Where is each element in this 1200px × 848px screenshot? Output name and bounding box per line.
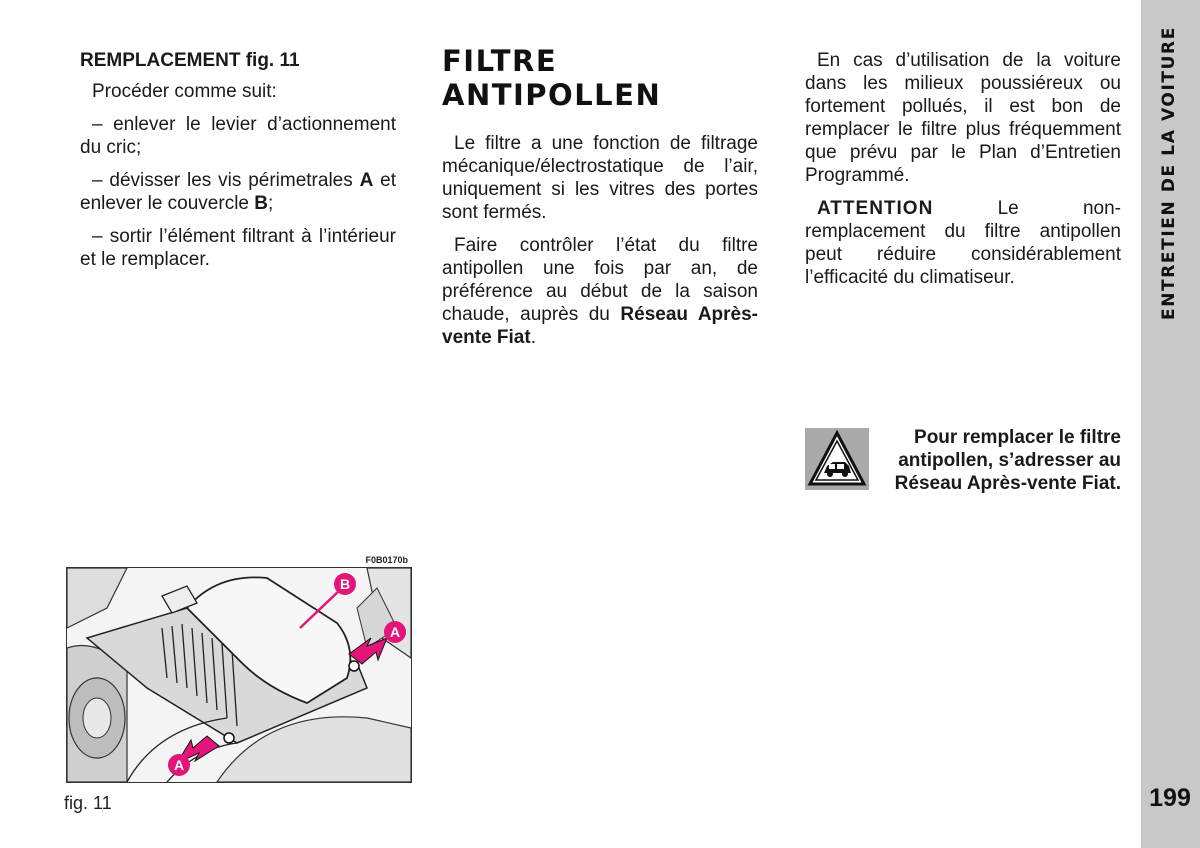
step-replace-filter: – sortir l’élément filtrant à l’intérieur et le remplacer.: [80, 226, 396, 270]
dusty-conditions-paragraph: En cas d’utilisation de la voiture dans les milieux poussiéreux ou fortement pollués, il est bon de remplacer le filtre plus fréquemment que prévu par le Plan d’Entretien Programmé.: [805, 50, 1121, 186]
filter-check-paragraph: [442, 234, 758, 349]
paragraph-text: .: [530, 327, 536, 348]
step-unscrew-screws: [80, 169, 396, 215]
figure-caption: fig. 11: [64, 793, 112, 813]
engine-bay-illustration: [67, 568, 411, 782]
paragraph-text: Faire contrôler l’état du filtre antipollen une fois par an, de préférence au début de la saison chaude, auprès du: [442, 235, 758, 325]
label-a-left: A: [173, 757, 185, 773]
ref-b: B: [254, 193, 268, 214]
section-name: ENTRETIEN DE LA VOITURE: [1159, 26, 1179, 320]
service-network: Réseau Après-vente Fiat: [442, 304, 758, 348]
step-text: – dévisser les vis périmetrales: [92, 170, 360, 191]
page-number: 199: [1149, 784, 1191, 812]
section-title: FILTRE ANTIPOLLEN: [442, 44, 662, 112]
column-replacement: [80, 49, 396, 281]
label-b: B: [339, 576, 351, 592]
column-usage: [805, 49, 1121, 299]
warning-text: Pour remplacer le filtre antipollen, s’adresser au Réseau Après-vente Fiat.: [894, 427, 1121, 494]
warning-car-triangle-icon: [805, 428, 869, 490]
figure-code: F0B0170b: [365, 555, 408, 565]
attention-paragraph: [805, 197, 1121, 289]
ref-a: A: [359, 170, 374, 191]
figure-engine-bay: [66, 567, 412, 783]
column-antipollen: [442, 44, 758, 359]
filter-function-paragraph: Le filtre a une fonction de filtrage mécanique/électrostatique de l’air, uniquement si les vitres des portes sont fermés.: [442, 133, 758, 223]
step-remove-jack-lever: – enlever le levier d’actionnement du cric;: [80, 114, 396, 158]
attention-text: Le non-remplacement du filtre antipollen peut réduire considérablement l’efficacité du climatiseur.: [805, 198, 1121, 288]
warning-box: [805, 426, 1121, 492]
label-a-right: A: [389, 624, 401, 640]
step-text: ;: [268, 193, 274, 214]
replacement-heading: REMPLACEMENT fig. 11: [80, 50, 300, 71]
procedure-intro: Procéder comme suit:: [92, 81, 277, 102]
step-text: et enlever le couvercle: [80, 170, 396, 214]
attention-label: ATTENTION: [817, 198, 934, 219]
